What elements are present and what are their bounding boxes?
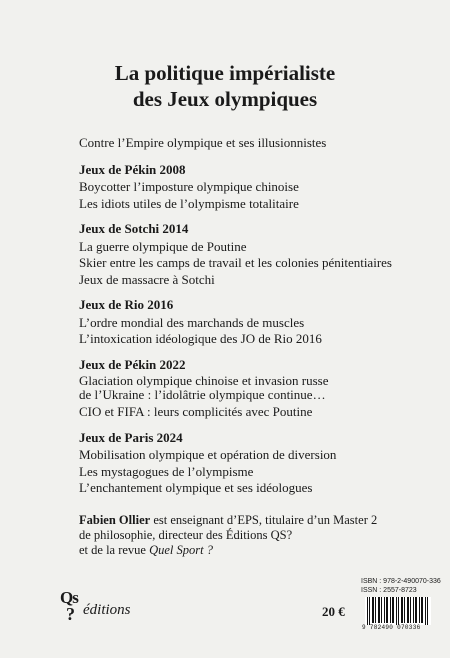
price: 20 € (322, 604, 345, 619)
intro-line: Contre l’Empire olympique et ses illusionnistes (79, 135, 327, 150)
section-pekin-2022 (79, 357, 419, 421)
publisher-logo (60, 588, 180, 628)
section-heading: Jeux de Pékin 2022 (79, 356, 186, 372)
list-item (79, 374, 419, 402)
list-item-line: Glaciation olympique chinoise et invasion russe (79, 373, 329, 388)
list-item: L’intoxication idéologique des JO de Rio 2016 (79, 331, 322, 346)
list-item: CIO et FIFA : leurs complicités avec Poutine (79, 404, 313, 419)
list-item: La guerre olympique de Poutine (79, 238, 247, 254)
section-sotchi-2014 (79, 221, 419, 288)
section-heading: Jeux de Rio 2016 (79, 297, 174, 312)
list-item: L’enchantement olympique et ses idéologues (79, 480, 313, 495)
list-item: Mobilisation olympique et opération de diversion (79, 447, 337, 462)
section-pekin-2008 (79, 162, 419, 213)
logo-qs: Qs (60, 588, 78, 607)
issn-line: ISSN : 2557-8723 (361, 587, 417, 594)
table-of-contents (79, 135, 419, 506)
list-item: Skier entre les camps de travail et les colonies pénitentiaires (79, 255, 392, 270)
magazine-name: Quel Sport ? (149, 543, 213, 557)
book-title (0, 60, 450, 112)
section-heading: Jeux de Paris 2024 (79, 429, 183, 445)
section-rio-2016 (79, 297, 419, 348)
list-item-line: de l’Ukraine : l’idolâtrie olympique continue… (79, 387, 326, 402)
title-line-2: des Jeux olympiques (132, 87, 318, 111)
isbn-line: ISBN : 978-2-490070-336 (361, 578, 441, 585)
section-heading: Jeux de Pékin 2008 (79, 161, 186, 177)
author-bio-line-3: et de la revue (79, 543, 150, 557)
isbn-block (361, 577, 441, 595)
barcode-digits: 9 782490 070336 (362, 624, 421, 631)
logo-question-mark: ? (66, 604, 75, 624)
list-item: Boycotter l’imposture olympique chinoise (79, 179, 299, 194)
section-paris-2024 (79, 430, 419, 497)
list-item: Jeux de massacre à Sotchi (79, 271, 215, 287)
title-line-1: La politique impérialiste (114, 61, 336, 85)
list-item: Les mystagogues de l’olympisme (79, 463, 254, 479)
barcode-icon (365, 597, 431, 625)
logo-editions: éditions (83, 602, 131, 618)
author-bio-line-1: est enseignant d’EPS, titulaire d’un Master 2 (150, 513, 378, 527)
author-bio-line-2: de philosophie, directeur des Éditions QS? (79, 528, 293, 542)
section-heading: Jeux de Sotchi 2014 (79, 221, 189, 236)
barcode-bars (365, 597, 431, 625)
author-name: Fabien Ollier (79, 513, 151, 527)
list-item: L’ordre mondial des marchands de muscles (79, 314, 305, 330)
author-bio (79, 513, 429, 558)
list-item: Les idiots utiles de l’olympisme totalitaire (79, 195, 299, 211)
